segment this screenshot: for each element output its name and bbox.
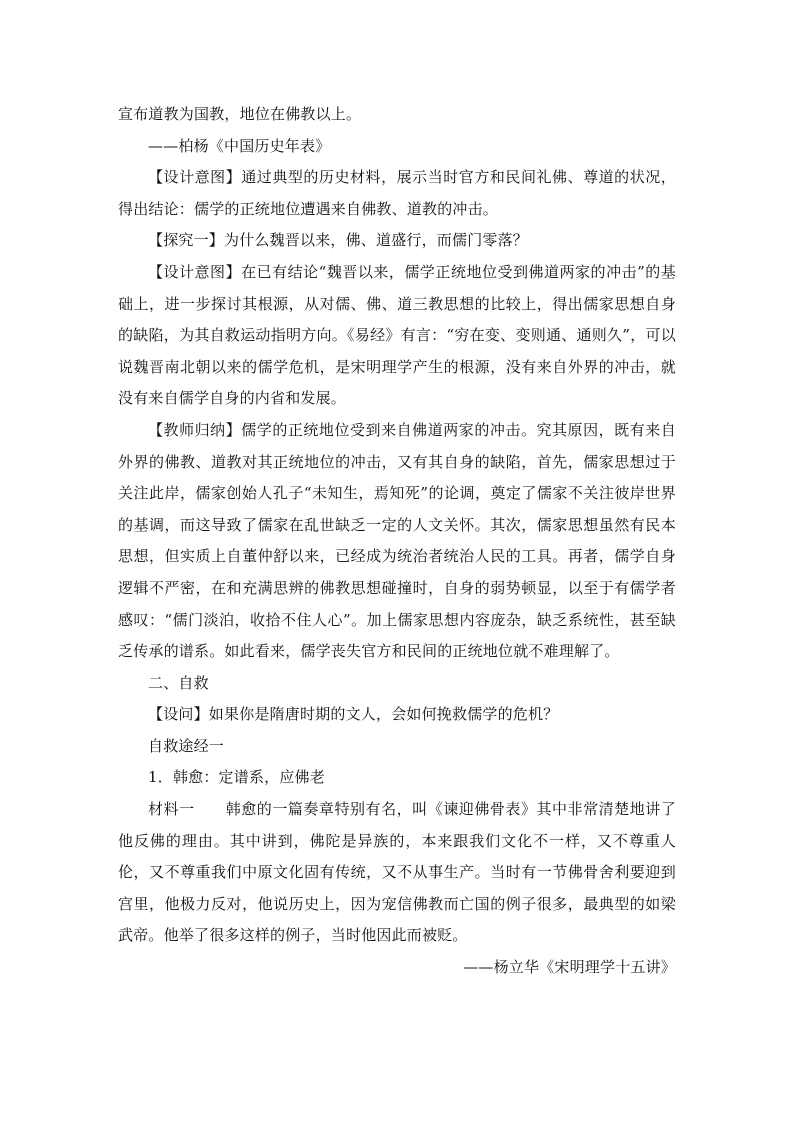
citation-bo-yang: ——柏杨《中国历史年表》: [148, 136, 331, 155]
inquiry-one: 【探究一】为什么魏晋以来，佛、道盛行，而儒门零落？: [148, 231, 529, 250]
design-intent-2: 【设计意图】在已有结论“魏晋以来，儒学正统地位受到佛道两家的冲击”的基础上，进一步探讨其根源，从对儒、佛、道三教思想的比较上，得出儒家思想自身的缺陷，为其自救运动指明方向。《易经》有言：“穷在变、变则通、通则久”，可以说魏晋南北朝以来的儒学危机，是宋明理学产生的根源，没有来自外界的冲击，就没有来自儒学自身的内省和发展。: [118, 262, 676, 408]
section-heading-self-rescue: 二、自救: [148, 673, 209, 692]
teacher-summary: 【教师归纳】儒学的正统地位受到来自佛道两家的冲击。究其原因，既有来自外界的佛教、道教对其正统地位的冲击，又有其自身的缺陷，首先，儒家思想过于关注此岸，儒家创始人孔子“未知生，焉知死”的论调，奠定了儒家不关注彼岸世界的基调，而这导致了儒家在乱世缺乏一定的人文关怀。其次，儒家思想虽然有民本思想，但实质上自董仲舒以来，已经成为统治者统治人民的工具。再者，儒学自身逻辑不严密，在和充满思辨的佛教思想碰撞时，自身的弱势顿显，以至于有儒学者感叹：“儒门淡泊，收拾不住人心”。加上儒家思想内容庞杂，缺乏系统性，甚至缺乏传承的谱系。如此看来，儒学丧失官方和民间的正统地位就不难理解了。: [118, 420, 676, 661]
design-intent-1: 【设计意图】通过典型的历史材料，展示当时官方和民间礼佛、尊道的状况，得出结论：儒学的正统地位遭遇来自佛教、道教的冲击。: [118, 168, 676, 218]
material-one: 材料一 韩愈的一篇奏章特别有名，叫《谏迎佛骨表》其中非常清楚地讲了他反佛的理由。其中讲到，佛陀是异族的，本来跟我们文化不一样，又不尊重人伦，又不尊重我们中原文化固有传统，又不从事生产。当时有一节佛骨舍利要迎到宫里，他极力反对，他说历史上，因为宠信佛教而亡国的例子很多，最典型的如梁武帝。他举了很多这样的例子，当时他因此而被贬。: [118, 800, 676, 945]
subheading-path-one: 自救途经一: [148, 736, 225, 755]
continuation-paragraph: 宣布道教为国教，地位在佛教以上。: [118, 105, 362, 123]
list-item-han-yu: 1．韩愈：定谱系，应佛老: [148, 768, 325, 787]
question-paragraph: 【设问】如果你是隋唐时期的文人，会如何挽救儒学的危机？: [148, 705, 559, 724]
citation-yang-lihua: ——杨立华《宋明理学十五讲》: [463, 958, 676, 977]
document-body: [118, 99, 676, 984]
